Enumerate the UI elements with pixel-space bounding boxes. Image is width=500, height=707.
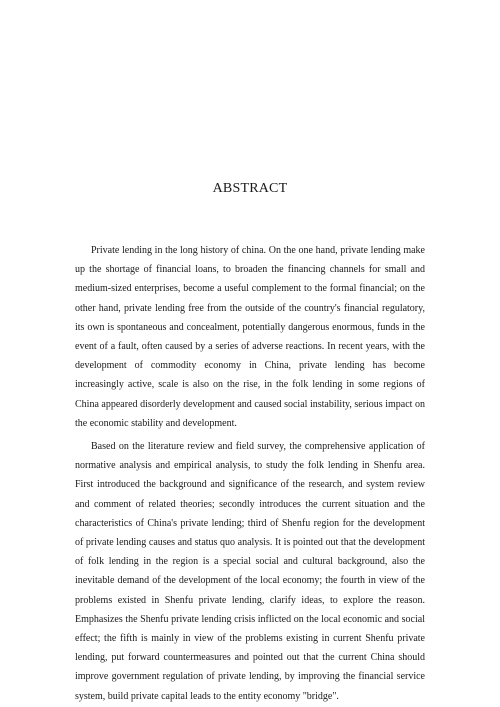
abstract-paragraph: Based on the literature review and field survey, the comprehensive application of normative analysis and empirical analysis, to study the folk lending in Shenfu area. First introduced the background and significance of the research, and system review and comment of related theories; secondly introduces the current situation and the characteristics of China's private lending; third of Shenfu region for the development of private lending causes and status quo analysis. It is pointed out that the development of folk lending in the region is a special social and cultural background, also the inevitable demand of the development of the local economy; the fourth in view of the problems existed in Shenfu private lending, clarify ideas, to explore the reason. Emphasizes the Shenfu private lending crisis inflicted on the local economic and social effect; the fifth is mainly in view of the problems existing in current Shenfu private lending, put forward countermeasures and pointed out that the current China should improve government regulation of private lending, by improving the financial service system, build private capital leads to the entity economy "bridge".: [75, 441, 425, 702]
abstract-body: [75, 241, 425, 706]
abstract-paragraph: Private lending in the long history of china. On the one hand, private lending make up the shortage of financial loans, to broaden the financing channels for small and medium-sized enterprises, become a useful complement to the formal financial; on the other hand, private lending free from the outside of the country's financial regulatory, its own is spontaneous and concealment, potentially dangerous enormous, funds in the event of a fault, often caused by a series of adverse reactions. In recent years, with the development of commodity economy in China, private lending has become increasingly active, scale is also on the rise, in the folk lending in some regions of China appeared disorderly development and caused social instability, serious impact on the economic stability and development.: [75, 245, 425, 429]
page-title: ABSTRACT: [212, 181, 288, 196]
